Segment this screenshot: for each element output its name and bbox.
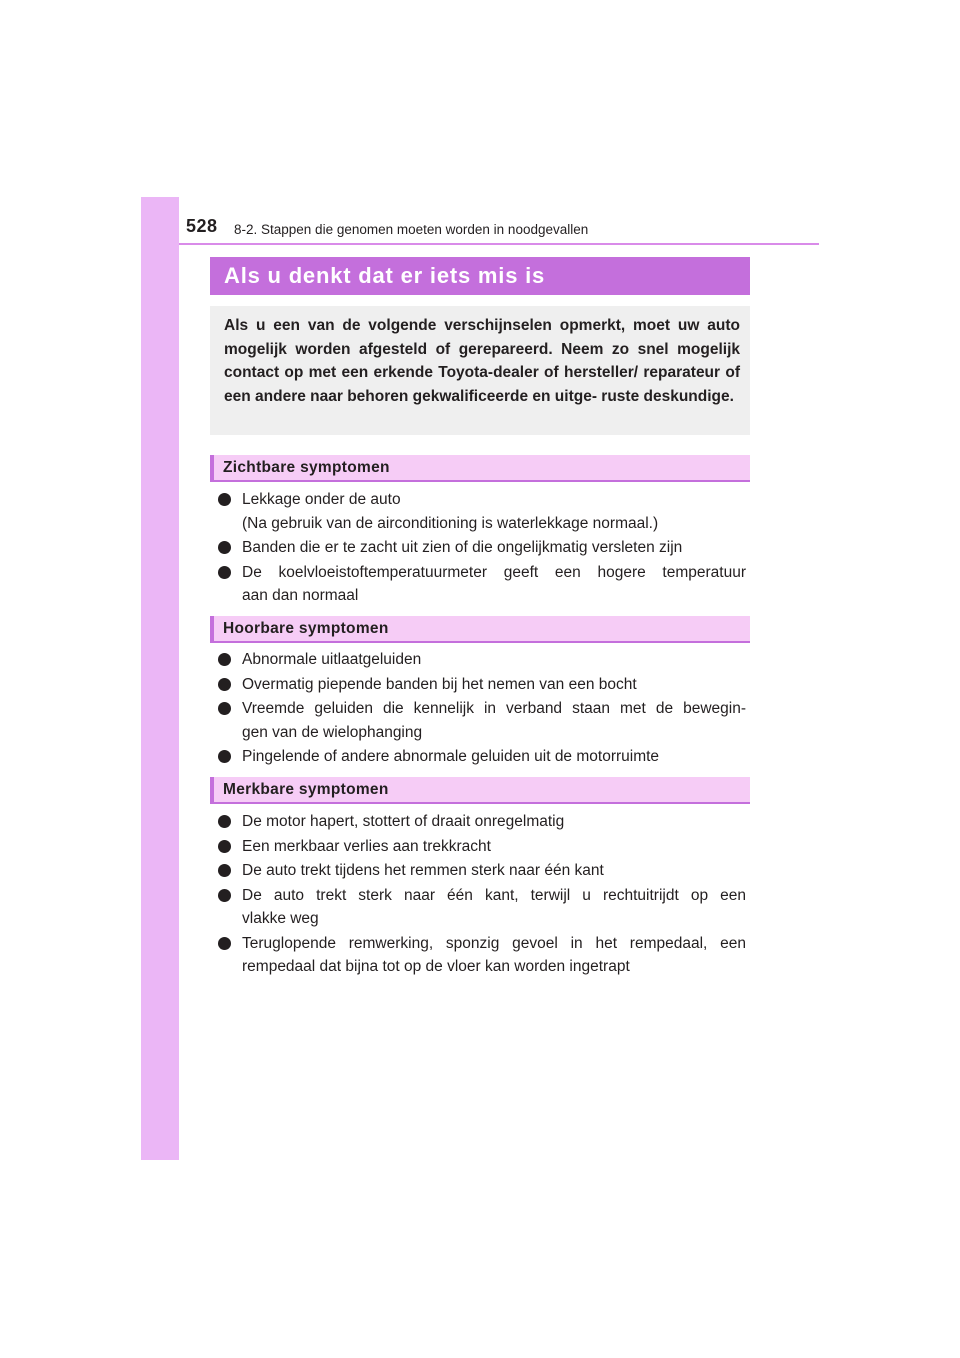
page-title: Als u denkt dat er iets mis is (224, 263, 546, 288)
item-text: Vreemde geluiden die kennelijk in verband staan met de bewegin- (242, 700, 746, 717)
subheading-label: Zichtbare symptomen (223, 459, 390, 476)
intro-box (210, 306, 750, 435)
subheading-perceptible-symptoms (210, 777, 750, 804)
list-item (218, 932, 746, 979)
audible-symptoms-list (218, 648, 746, 769)
list-item (218, 561, 746, 608)
subheading-audible-symptoms (210, 616, 750, 643)
bullet-icon (218, 678, 231, 691)
bullet-icon (218, 864, 231, 877)
list-item (218, 835, 746, 859)
bullet-icon (218, 541, 231, 554)
bullet-icon (218, 566, 231, 579)
item-text: Een merkbaar verlies aan trekkracht (242, 837, 491, 855)
item-text: Banden die er te zacht uit zien of die ongelijkmatig versleten zijn (242, 539, 683, 556)
list-item (218, 697, 746, 744)
item-subtext: (Na gebruik van de airconditioning is waterlekkage normaal.) (242, 514, 659, 532)
bullet-icon (218, 702, 231, 715)
section-path: 8-2. Stappen die genomen moeten worden in noodgevallen (234, 222, 589, 237)
bullet-icon (218, 889, 231, 902)
list-item (218, 648, 746, 672)
bullet-icon (218, 937, 231, 950)
item-text: Pingelende of andere abnormale geluiden uit de motorruimte (242, 748, 660, 765)
header-divider (179, 243, 819, 245)
bullet-icon (218, 840, 231, 853)
item-text: De motor hapert, stottert of draait onregelmatig (242, 813, 565, 830)
page-title-bar (210, 257, 750, 295)
item-text: De auto trekt tijdens het remmen sterk naar één kant (242, 862, 604, 879)
item-text: Lekkage onder de auto (242, 491, 401, 508)
item-text: Abnormale uitlaatgeluiden (242, 651, 422, 668)
item-text: Overmatig piepende banden bij het nemen van een bocht (242, 675, 637, 693)
item-text: De auto trekt sterk naar één kant, terwijl u rechtuitrijdt op een (242, 886, 746, 904)
intro-text: Als u een van de volgende verschijnselen opmerkt, moet uw auto mogelijk worden afgesteld of gerepareerd. Neem zo snel mogelijk contact op met een erkende Toyota-dealer of hersteller/ reparateur of een andere naar behoren gekwalificeerde en uitge- ruste deskundige. (224, 317, 740, 405)
list-item (218, 884, 746, 931)
item-text: Teruglopende remwerking, sponzig gevoel in het rempedaal, een (242, 934, 746, 952)
item-subtext: vlakke weg (242, 910, 319, 927)
item-subtext: gen van de wielophanging (242, 723, 423, 741)
subheading-label: Hoorbare symptomen (223, 620, 389, 637)
chapter-side-tab (141, 197, 179, 1160)
visible-symptoms-list (218, 488, 746, 608)
bullet-icon (218, 750, 231, 763)
list-item (218, 536, 746, 560)
item-text: De koelvloeistoftemperatuurmeter geeft een hogere temperatuur (242, 563, 746, 581)
subheading-label: Merkbare symptomen (223, 781, 389, 798)
list-item (218, 488, 746, 535)
list-item (218, 859, 746, 883)
perceptible-symptoms-list (218, 810, 746, 979)
bullet-icon (218, 653, 231, 666)
bullet-icon (218, 493, 231, 506)
list-item (218, 673, 746, 697)
subheading-visible-symptoms (210, 455, 750, 482)
page-number: 528 (186, 216, 218, 236)
item-subtext: aan dan normaal (242, 587, 359, 604)
item-subtext: rempedaal dat bijna tot op de vloer kan worden ingetrapt (242, 958, 630, 975)
list-item (218, 745, 746, 769)
list-item (218, 810, 746, 834)
bullet-icon (218, 815, 231, 828)
